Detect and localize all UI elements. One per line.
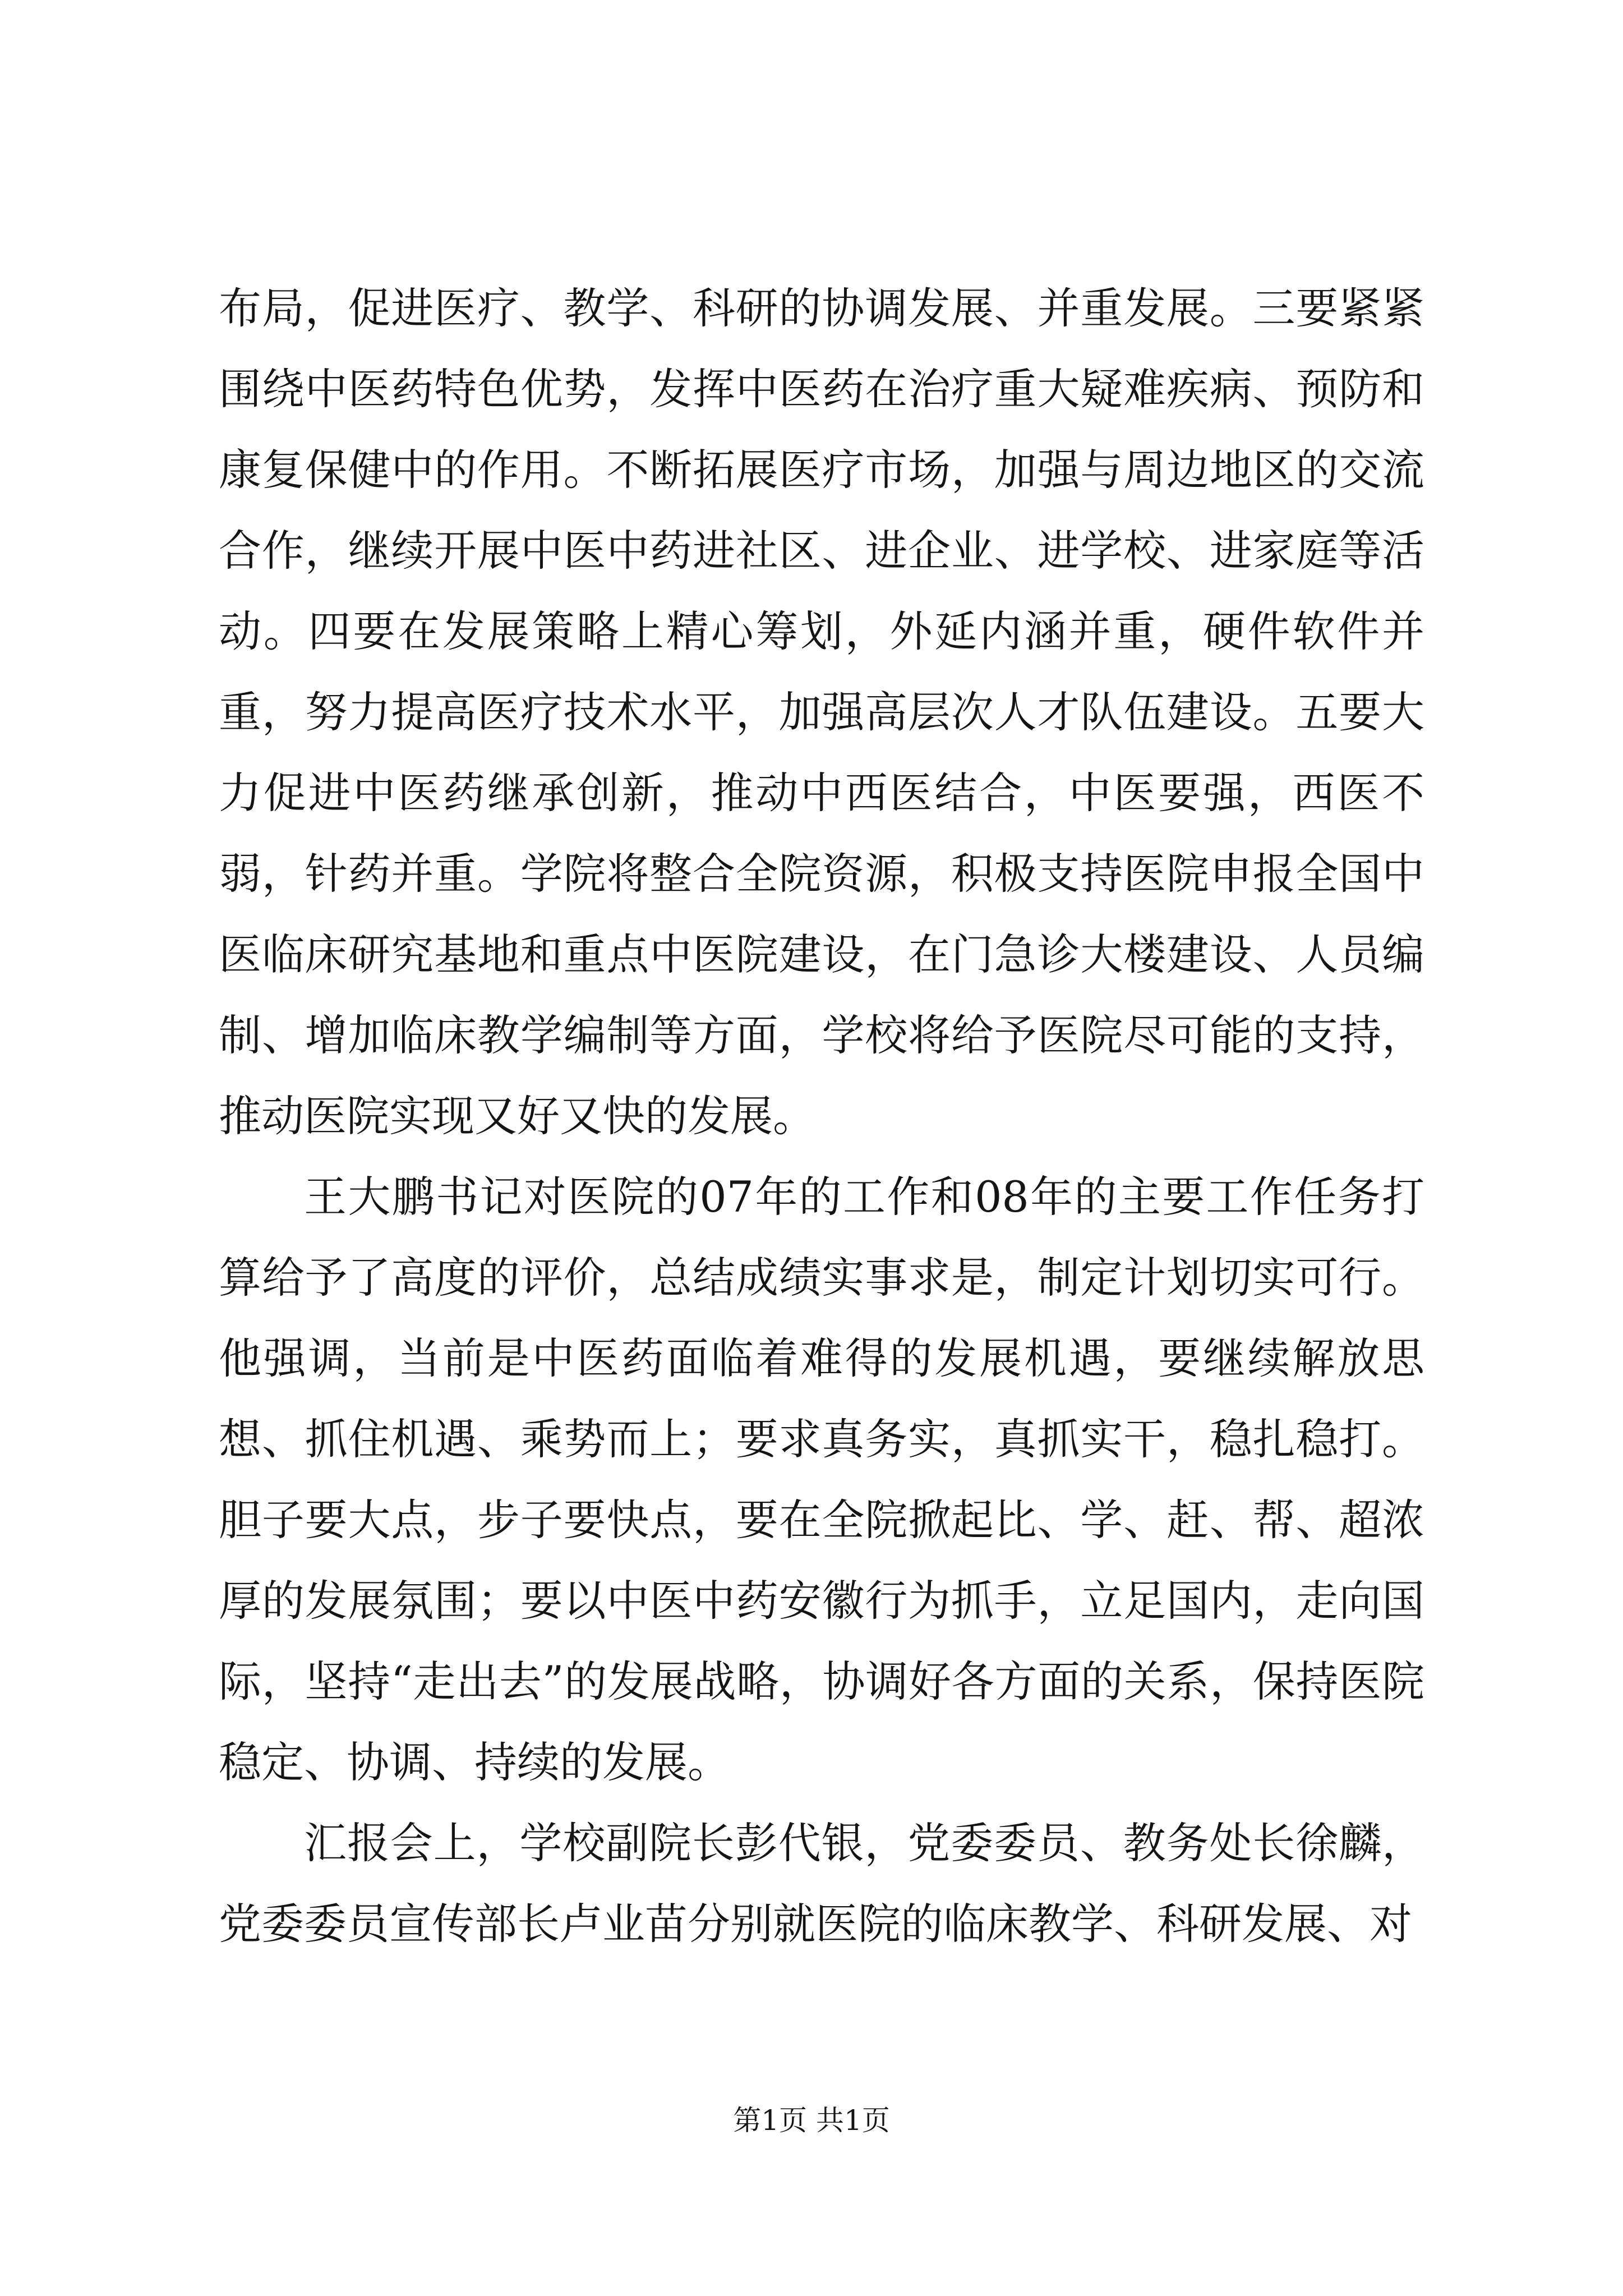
- paragraph-2: 王大鹏书记对医院的07年的工作和08年的主要工作任务打算给予了高度的评价，总结成绩实事求是，制定计划切实可行。他强调，当前是中医药面临着难得的发展机遇，要继续解放思想、抓住机遇、乘势而上；要求真务实，真抓实干，稳扎稳打。胆子要大点，步子要快点，要在全院掀起比、学、赶、帮、超浓厚的发展氛围；要以中医中药安徽行为抓手，立足国内，走向国际，坚持“走出去”的发展战略，协调好各方面的关系，保持医院稳定、协调、持续的发展。: [219, 1172, 1424, 1787]
- body-text: [219, 268, 1424, 1964]
- page-footer: 第1页 共1页: [733, 2104, 890, 2137]
- paragraph-1: 布局，促进医疗、教学、科研的协调发展、并重发展。三要紧紧围绕中医药特色优势，发挥中医药在治疗重大疑难疾病、预防和康复保健中的作用。不断拓展医疗市场，加强与周边地区的交流合作，继续开展中医中药进社区、进企业、进学校、进家庭等活动。四要在发展策略上精心筹划，外延内涵并重，硬件软件并重，努力提高医疗技术水平，加强高层次人才队伍建设。五要大力促进中医药继承创新，推动中西医结合，中医要强，西医不弱，针药并重。学院将整合全院资源，积极支持医院申报全国中医临床研究基地和重点中医院建设，在门急诊大楼建设、人员编制、增加临床教学编制等方面，学校将给予医院尽可能的支持，推动医院实现又好又快的发展。: [219, 283, 1424, 1141]
- paragraph-3: 汇报会上，学校副院长彭代银，党委委员、教务处长徐麟，党委委员宣传部长卢业苗分别就医院的临床教学、科研发展、对: [219, 1818, 1424, 1949]
